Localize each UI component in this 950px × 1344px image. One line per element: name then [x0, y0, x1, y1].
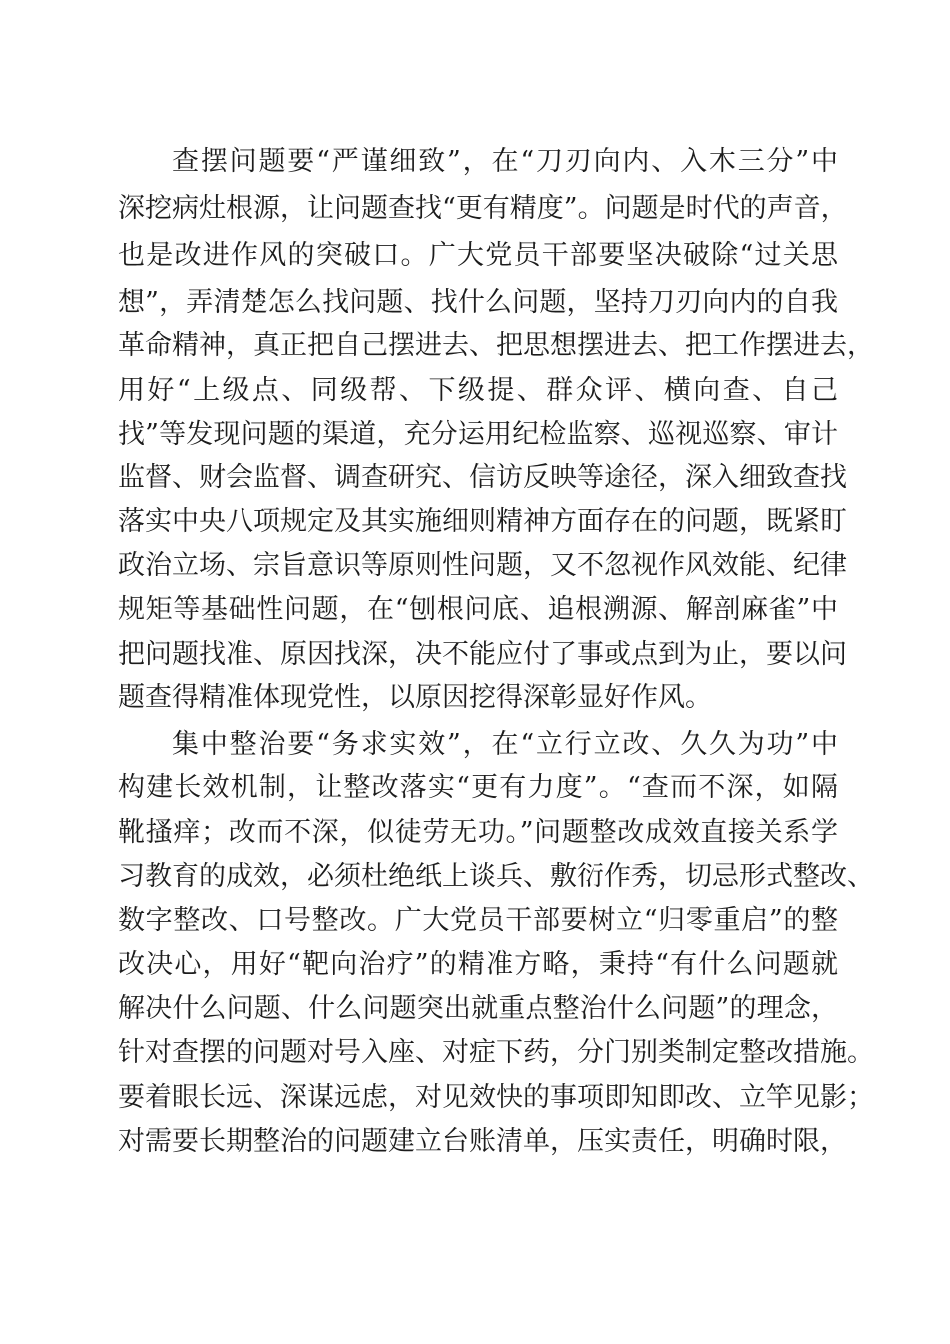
- paragraph-1-line-13: 题查得精准体现党性，以原因挖得深彰显好作风。: [118, 682, 712, 713]
- paragraph-1-line-12: 把问题找准、原因找深，决不能应付了事或点到为止，要以问: [118, 639, 847, 670]
- paragraph-1-line-3: 也是改进作风的突破口。广大党员干部要坚决破除“过关思: [118, 240, 838, 271]
- paragraph-2-line-5: 数字整改、口号整改。广大党员干部要树立“归零重启”的整: [118, 905, 838, 936]
- paragraph-1-line-1: 查摆问题要“严谨细致”，在“刀刃向内、入木三分”中: [172, 146, 838, 177]
- paragraph-2-line-7: 解决什么问题、什么问题突出就重点整治什么问题”的理念，: [118, 993, 838, 1024]
- paragraph-2-line-8: 针对查摆的问题对号入座、对症下药，分门别类制定整改措施。: [118, 1037, 874, 1068]
- paragraph-1-line-9: 落实中央八项规定及其实施细则精神方面存在的问题，既紧盯: [118, 506, 847, 537]
- paragraph-2-line-6: 改决心，用好“靶向治疗”的精准方略，秉持“有什么问题就: [118, 949, 838, 980]
- paragraph-2-line-4: 习教育的成效，必须杜绝纸上谈兵、敷衍作秀，切忌形式整改、: [118, 861, 874, 892]
- paragraph-1-line-10: 政治立场、宗旨意识等原则性问题，又不忽视作风效能、纪律: [118, 550, 847, 581]
- paragraph-1-line-6: 用好“上级点、同级帮、下级提、群众评、横向查、自己: [118, 375, 838, 406]
- paragraph-2-line-9: 要着眼长远、深谋远虑，对见效快的事项即知即改、立竿见影；: [118, 1082, 874, 1113]
- paragraph-1-line-4: 想”，弄清楚怎么找问题、找什么问题，坚持刀刃向内的自我: [118, 287, 838, 318]
- paragraph-1-line-2: 深挖病灶根源，让问题查找“更有精度”。问题是时代的声音，: [118, 193, 848, 224]
- paragraph-1-line-5: 革命精神，真正把自己摆进去、把思想摆进去、把工作摆进去，: [118, 330, 874, 361]
- paragraph-2-line-3: 靴搔痒；改而不深，似徒劳无功。”问题整改成效直接关系学: [118, 817, 838, 848]
- paragraph-1-line-8: 监督、财会监督、调查研究、信访反映等途径，深入细致查找: [118, 462, 847, 493]
- paragraph-1-line-11: 规矩等基础性问题，在“刨根问底、追根溯源、解剖麻雀”中: [118, 594, 838, 625]
- paragraph-2-line-10: 对需要长期整治的问题建立台账清单，压实责任，明确时限，: [118, 1126, 847, 1157]
- paragraph-1-line-7: 找”等发现问题的渠道，充分运用纪检监察、巡视巡察、审计: [118, 419, 838, 450]
- paragraph-2-line-2: 构建长效机制，让整改落实“更有力度”。“查而不深，如隔: [118, 772, 838, 803]
- paragraph-2-line-1: 集中整治要“务求实效”，在“立行立改、久久为功”中: [172, 729, 838, 760]
